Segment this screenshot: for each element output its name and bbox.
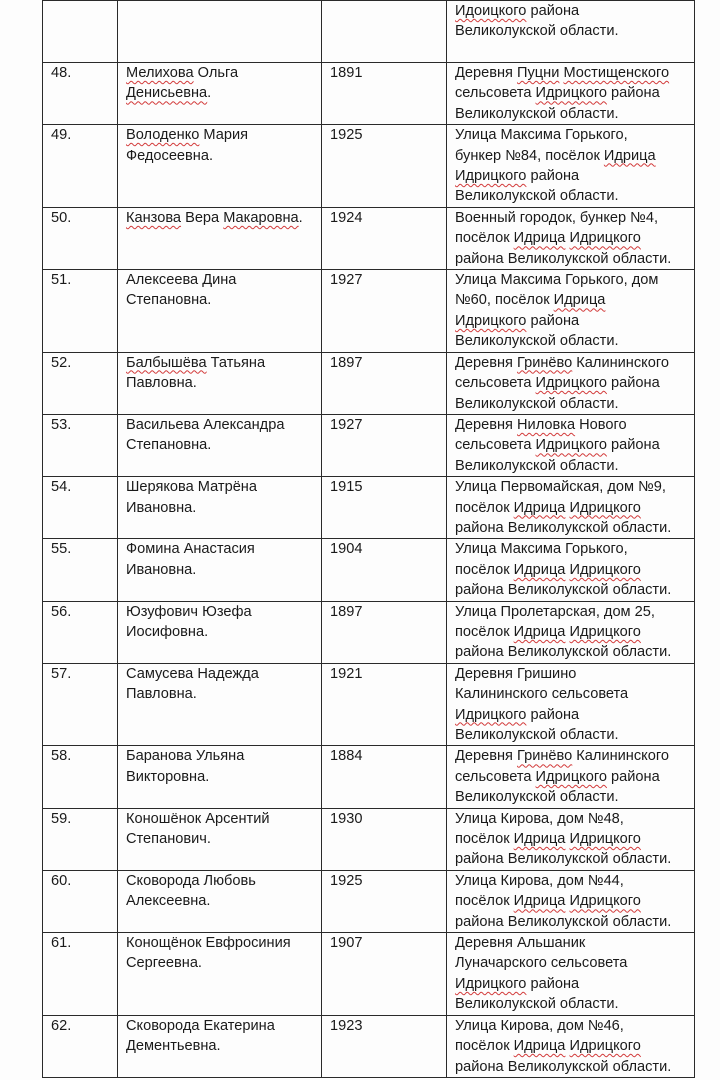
cell-line: Деревня Ниловка Нового — [455, 416, 627, 433]
cell-line: Луначарского сельсовета — [455, 955, 628, 972]
cell-line: посёлок Идрица Идрицкого — [455, 1038, 641, 1055]
cell-line: посёлок Идрица Идрицкого — [455, 230, 641, 247]
birth-year: 1891 — [322, 63, 447, 125]
cell-line: района Великолукской области. — [455, 1058, 672, 1075]
cell-line: Улица Первомайская, дом №9, — [455, 479, 666, 496]
table-row — [43, 933, 695, 1016]
cell-line: Улица Кирова, дом №48, — [455, 810, 624, 827]
cell-line: Идрицкого района — [455, 168, 580, 185]
cell-line: Викторовна. — [126, 768, 210, 785]
row-number — [43, 1, 118, 63]
cell-line: Канзова Вера Макаровна. — [126, 209, 303, 226]
person-name — [118, 1, 322, 63]
row-number: 49. — [43, 125, 118, 208]
cell-line: Сергеевна. — [126, 955, 202, 972]
address — [447, 1, 695, 63]
row-number: 54. — [43, 477, 118, 539]
cell-line: Деревня Пуцни Мостищенского — [455, 65, 670, 81]
cell-line: Шерякова Матрёна — [126, 479, 257, 496]
cell-line: Сковорода Екатерина — [126, 1017, 275, 1034]
residents-table — [42, 0, 695, 1078]
row-number: 56. — [43, 601, 118, 663]
cell-line: посёлок Идрица Идрицкого — [455, 623, 641, 640]
table-row — [43, 63, 695, 125]
person-name — [118, 933, 322, 1016]
birth-year: 1897 — [322, 601, 447, 663]
cell-line: сельсовета Идрицкого района — [455, 375, 660, 392]
address — [447, 933, 695, 1016]
address — [447, 125, 695, 208]
cell-line: Идрицкого района — [455, 706, 580, 723]
person-name — [118, 1015, 322, 1077]
person-name — [118, 663, 322, 746]
table-row — [43, 808, 695, 870]
person-name — [118, 414, 322, 476]
cell-line: Денисьевна. — [126, 85, 212, 102]
cell-line: Улица Пролетарская, дом 25, — [455, 603, 655, 620]
cell-line: района Великолукской области. — [455, 250, 672, 267]
row-number: 61. — [43, 933, 118, 1016]
cell-line: Коношёнок Арсентий — [126, 810, 270, 827]
row-number: 48. — [43, 63, 118, 125]
cell-line: Иосифовна. — [126, 623, 209, 640]
birth-year: 1897 — [322, 352, 447, 414]
cell-line: Великолукской области. — [455, 457, 619, 474]
person-name — [118, 601, 322, 663]
person-name — [118, 746, 322, 808]
person-name — [118, 125, 322, 208]
cell-line: Степанович. — [126, 831, 211, 848]
row-number: 53. — [43, 414, 118, 476]
person-name — [118, 63, 322, 125]
cell-line: Ивановна. — [126, 499, 197, 516]
row-number: 62. — [43, 1015, 118, 1077]
cell-line: Павловна. — [126, 375, 197, 392]
birth-year: 1927 — [322, 414, 447, 476]
person-name — [118, 539, 322, 601]
cell-line: Юзуфович Юзефа — [126, 603, 252, 620]
birth-year: 1925 — [322, 125, 447, 208]
cell-line: Степановна. — [126, 437, 212, 454]
cell-line: Идоицкого района — [455, 3, 580, 19]
table-row — [43, 477, 695, 539]
cell-line: Алексеевна. — [126, 893, 211, 910]
cell-line: Баранова Ульяна — [126, 748, 245, 765]
cell-line: бункер №84, посёлок Идрица — [455, 147, 656, 164]
person-name — [118, 352, 322, 414]
row-number: 57. — [43, 663, 118, 746]
table-body — [43, 1, 695, 1078]
table-row — [43, 207, 695, 269]
cell-line: Улица Кирова, дом №46, — [455, 1017, 624, 1034]
row-number: 51. — [43, 270, 118, 353]
cell-line: района Великолукской области. — [455, 582, 672, 599]
birth-year: 1904 — [322, 539, 447, 601]
person-name — [118, 270, 322, 353]
table-row — [43, 539, 695, 601]
cell-line: сельсовета Идрицкого района — [455, 768, 660, 785]
table-row — [43, 663, 695, 746]
cell-line: Улица Кирова, дом №44, — [455, 872, 624, 889]
cell-line: Павловна. — [126, 686, 197, 703]
address — [447, 663, 695, 746]
table-row — [43, 125, 695, 208]
table-row — [43, 1015, 695, 1077]
birth-year: 1884 — [322, 746, 447, 808]
cell-line: Великолукской области. — [455, 333, 619, 350]
cell-line: Степановна. — [126, 292, 212, 309]
cell-line: Васильева Александра — [126, 416, 285, 433]
table-row — [43, 270, 695, 353]
cell-line: Самусева Надежда — [126, 665, 259, 682]
cell-line: Ивановна. — [126, 561, 197, 578]
birth-year: 1925 — [322, 870, 447, 932]
cell-line: Деревня Гринёво Калининского — [455, 748, 669, 765]
cell-line: Федосеевна. — [126, 147, 214, 164]
table-row — [43, 352, 695, 414]
cell-line: Володенко Мария — [126, 127, 249, 144]
row-number: 59. — [43, 808, 118, 870]
table-row — [43, 601, 695, 663]
birth-year: 1907 — [322, 933, 447, 1016]
cell-line: Конощёнок Евфросиния — [126, 935, 291, 952]
birth-year: 1927 — [322, 270, 447, 353]
address — [447, 207, 695, 269]
birth-year: 1924 — [322, 207, 447, 269]
address — [447, 601, 695, 663]
row-number: 58. — [43, 746, 118, 808]
address — [447, 1015, 695, 1077]
birth-year: 1930 — [322, 808, 447, 870]
cell-line: №60, посёлок Идрица — [455, 292, 606, 309]
table-row — [43, 746, 695, 808]
cell-line: посёлок Идрица Идрицкого — [455, 831, 641, 848]
address — [447, 477, 695, 539]
address — [447, 63, 695, 125]
cell-line: района Великолукской области. — [455, 519, 672, 536]
cell-line: Калининского сельсовета — [455, 686, 629, 703]
person-name — [118, 477, 322, 539]
person-name — [118, 870, 322, 932]
cell-line: посёлок Идрица Идрицкого — [455, 893, 641, 910]
cell-line: Дементьевна. — [126, 1038, 221, 1055]
table-row — [43, 1, 695, 63]
person-name — [118, 207, 322, 269]
cell-line: Улица Максима Горького, — [455, 541, 628, 558]
address — [447, 539, 695, 601]
row-number: 55. — [43, 539, 118, 601]
cell-line: района Великолукской области. — [455, 851, 672, 868]
cell-line: сельсовета Идрицкого района — [455, 85, 660, 102]
cell-line: Военный городок, бункер №4, — [455, 209, 658, 226]
address — [447, 414, 695, 476]
cell-line: Фомина Анастасия — [126, 541, 255, 558]
address — [447, 746, 695, 808]
table-row — [43, 414, 695, 476]
cell-line: Идрицкого района — [455, 975, 580, 992]
cell-line: Деревня Гришино — [455, 665, 577, 682]
cell-line: района Великолукской области. — [455, 644, 672, 661]
row-number: 52. — [43, 352, 118, 414]
cell-line: Великолукской области. — [455, 789, 619, 806]
address — [447, 270, 695, 353]
cell-line: Деревня Альшаник — [455, 935, 586, 952]
address — [447, 352, 695, 414]
cell-line: района Великолукской области. — [455, 913, 672, 930]
cell-line: Великолукской области. — [455, 996, 619, 1013]
cell-line: Мелихова Ольга — [126, 65, 239, 81]
cell-line: Великолукской области. — [455, 23, 619, 40]
cell-line: Великолукской области. — [455, 105, 619, 122]
birth-year: 1915 — [322, 477, 447, 539]
cell-line: Великолукской области. — [455, 395, 619, 412]
cell-line: посёлок Идрица Идрицкого — [455, 561, 641, 578]
person-name — [118, 808, 322, 870]
cell-line: Сковорода Любовь — [126, 872, 256, 889]
birth-year — [322, 1, 447, 63]
table-row — [43, 870, 695, 932]
cell-line: Балбышёва Татьяна — [126, 354, 266, 371]
cell-line: посёлок Идрица Идрицкого — [455, 499, 641, 516]
cell-line: Улица Максима Горького, — [455, 127, 628, 144]
cell-line: Великолукской области. — [455, 727, 619, 743]
row-number: 60. — [43, 870, 118, 932]
row-number: 50. — [43, 207, 118, 269]
address — [447, 870, 695, 932]
cell-line: Великолукской области. — [455, 188, 619, 205]
cell-line: Улица Максима Горького, дом — [455, 272, 659, 289]
cell-line: Идрицкого района — [455, 312, 580, 329]
birth-year: 1921 — [322, 663, 447, 746]
address — [447, 808, 695, 870]
cell-line: Деревня Гринёво Калининского — [455, 354, 669, 371]
birth-year: 1923 — [322, 1015, 447, 1077]
cell-line: Алексеева Дина — [126, 272, 237, 289]
cell-line: сельсовета Идрицкого района — [455, 437, 660, 454]
